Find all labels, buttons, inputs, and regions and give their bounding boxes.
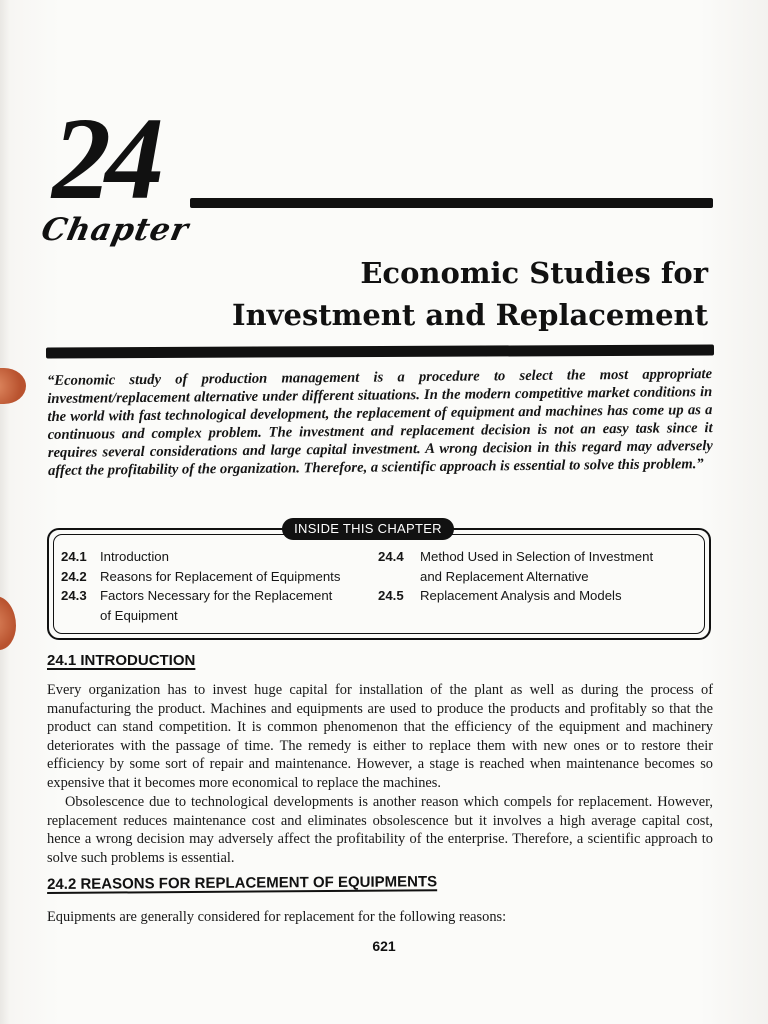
chapter-title-line-1: Economic Studies for	[360, 256, 708, 290]
chapter-title-line-2: Investment and Replacement	[232, 298, 708, 332]
chapter-number: 24	[52, 93, 158, 224]
toc-item-number: 24.4	[378, 549, 404, 564]
toc-item-number: 24.3	[61, 588, 87, 603]
toc-item-label: Replacement Analysis and Models	[420, 588, 622, 603]
toc-item-label: Introduction	[100, 549, 169, 564]
page-number: 621	[372, 938, 396, 954]
introduction-paragraph-2: Obsolescence due to technological developments is another reason which compels for replacement. However, replacement reduces maintenance cost and eliminates obsolescence but it involves a high average capital cost, hence a wrong decision may adversely affect the profitability of the enterprise. Therefore, a scientific approach to solve such problems is essential.	[47, 794, 713, 866]
toc-item-label-continued: and Replacement Alternative	[420, 568, 589, 584]
chapter-word: Chapter	[38, 212, 193, 248]
section-heading-reasons: 24.2 REASONS FOR REPLACEMENT OF EQUIPMENTS	[47, 873, 438, 893]
chapter-title	[108, 252, 708, 336]
toc-item-label-continued: of Equipment	[100, 607, 178, 623]
toc-item-label: Method Used in Selection of Investment	[420, 549, 654, 564]
chapter-rule-middle	[46, 345, 714, 359]
toc-item-number: 24.5	[378, 588, 404, 603]
thumb-finger-bottom	[0, 596, 16, 650]
reasons-paragraph-1: Equipments are generally considered for replacement for the following reasons:	[47, 909, 507, 925]
toc-item-label: Reasons for Replacement of Equipments	[100, 569, 341, 584]
toc-item-label: Factors Necessary for the Replacement	[100, 588, 333, 603]
section-heading-introduction: 24.1 INTRODUCTION	[47, 652, 196, 669]
toc-item-number: 24.2	[61, 569, 87, 584]
introduction-paragraph-1: Every organization has to invest huge capital for installation of the plant as well as during the process of manufacturing the product. Machines and equipments are used to produce the products and profitably so that the product can stand competition. It is common phenomenon that the efficiency of the equipment and machinery deteriorates with the passage of time. The remedy is either to replace them with new ones or to restore their efficiency by some sort of repair and maintenance. However, a stage is reached when maintenance becomes so expensive that it becomes more economical to replace the machines.	[47, 682, 713, 791]
inside-chapter-label: INSIDE THIS CHAPTER	[282, 518, 454, 540]
toc-item-number: 24.1	[61, 549, 87, 564]
chapter-epigraph: “Economic study of production management is a procedure to select the most appropriate investment/replacement alternative under different situations. In the modern competitive market conditions in the world with fast technological development, the replacement of equipment and machines has come up as a continuous and complex problem. The investment and replacement decision is not an easy task since it requires several considerations and large capital investment. A wrong decision in this regard may adversely affect the profitability of the organization. Therefore, a scientific approach is essential to solve this problem.”	[47, 366, 713, 479]
chapter-rule-top	[190, 198, 713, 208]
thumb-finger-top	[0, 368, 26, 404]
inside-chapter-box	[47, 528, 711, 640]
